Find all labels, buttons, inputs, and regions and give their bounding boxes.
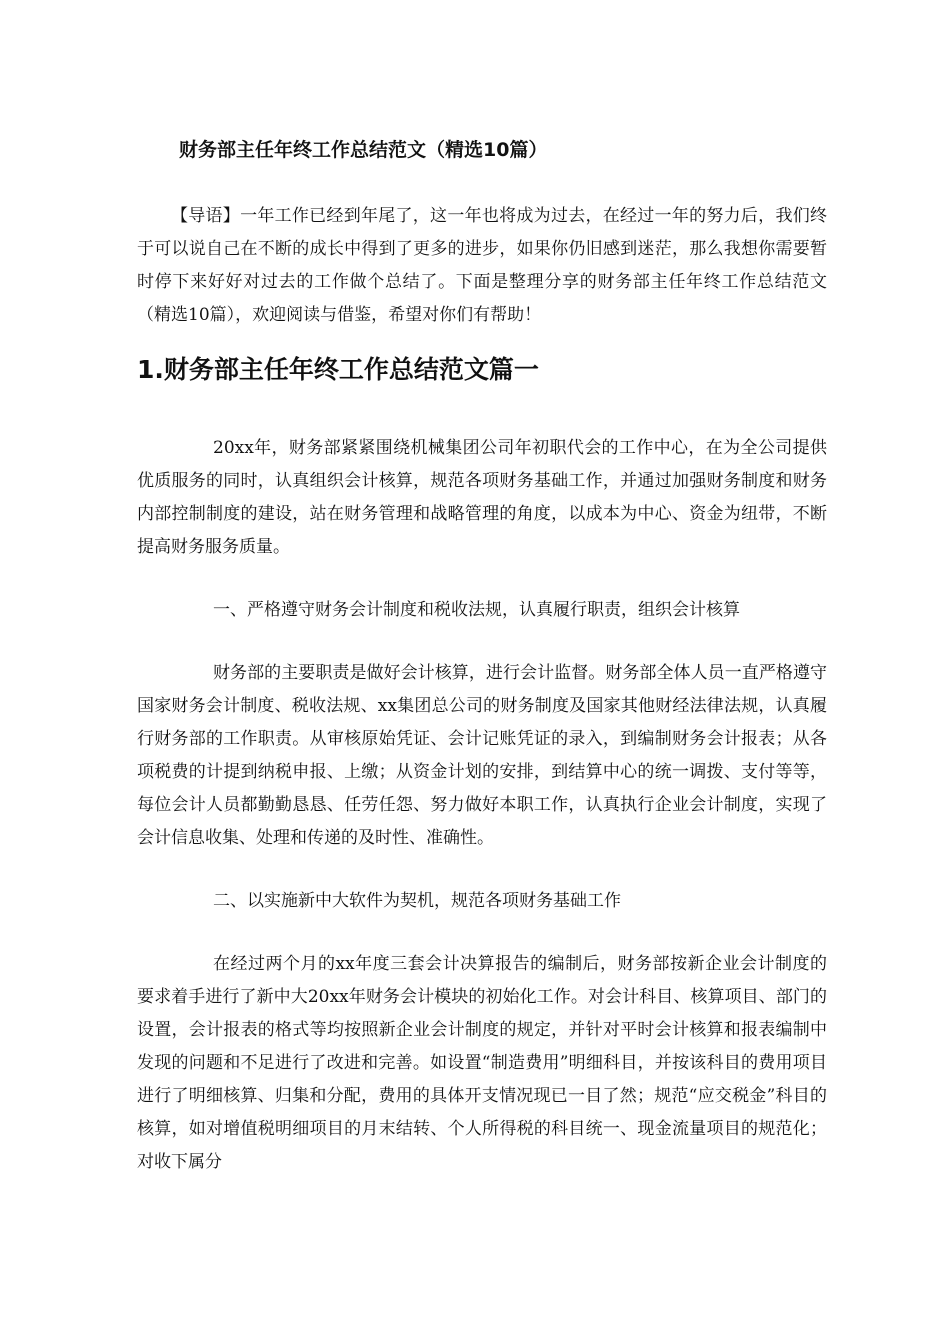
body-paragraph-1: 20xx年，财务部紧紧围绕机械集团公司年初职代会的工作中心，在为全公司提供优质服务的同时，认真组织会计核算，规范各项财务基础工作，并通过加强财务制度和财务内部控制制度的建设，站在财务管理和战略管理的角度，以成本为中心、资金为纽带，不断提高财务服务质量。 <box>137 438 827 557</box>
section-heading: 1.财务部主任年终工作总结范文篇一 <box>137 355 539 384</box>
document-title: 财务部主任年终工作总结范文（精选10篇） <box>179 139 548 161</box>
subheading-1: 一、严格遵守财务会计制度和税收法规，认真履行职责，组织会计核算 <box>213 600 740 620</box>
body-paragraph-2: 财务部的主要职责是做好会计核算，进行会计监督。财务部全体人员一直严格遵守国家财务会计制度、税收法规、xx集团总公司的财务制度及国家其他财经法律法规，认真履行财务部的工作职责。从审核原始凭证、会计记账凭证的录入，到编制财务会计报表；从各项税费的计提到纳税申报、上缴；从资金计划的安排，到结算中心的统一调拨、支付等等，每位会计人员都勤勤恳恳、任劳任怨、努力做好本职工作，认真执行企业会计制度，实现了会计信息收集、处理和传递的及时性、准确性。 <box>137 663 827 848</box>
intro-paragraph: 【导语】一年工作已经到年尾了，这一年也将成为过去，在经过一年的努力后，我们终于可以说自己在不断的成长中得到了更多的进步，如果你仍旧感到迷茫，那么我想你需要暂时停下来好好对过去的工作做个总结了。下面是整理分享的财务部主任年终工作总结范文（精选10篇），欢迎阅读与借鉴，希望对你们有帮助！ <box>137 206 827 325</box>
subheading-2: 二、以实施新中大软件为契机，规范各项财务基础工作 <box>213 891 621 911</box>
document-page <box>137 128 827 1179</box>
body-paragraph-3: 在经过两个月的xx年度三套会计决算报告的编制后，财务部按新企业会计制度的要求着手进行了新中大20xx年财务会计模块的初始化工作。对会计科目、核算项目、部门的设置，会计报表的格式等均按照新企业会计制度的规定，并针对平时会计核算和报表编制中发现的问题和不足进行了改进和完善。如设置“制造费用”明细科目，并按该科目的费用项目进行了明细核算、归集和分配，费用的具体开支情况现已一目了然；规范“应交税金”科目的核算，如对增值税明细项目的月末结转、个人所得税的科目统一、现金流量项目的规范化；对收下属分 <box>137 954 827 1172</box>
